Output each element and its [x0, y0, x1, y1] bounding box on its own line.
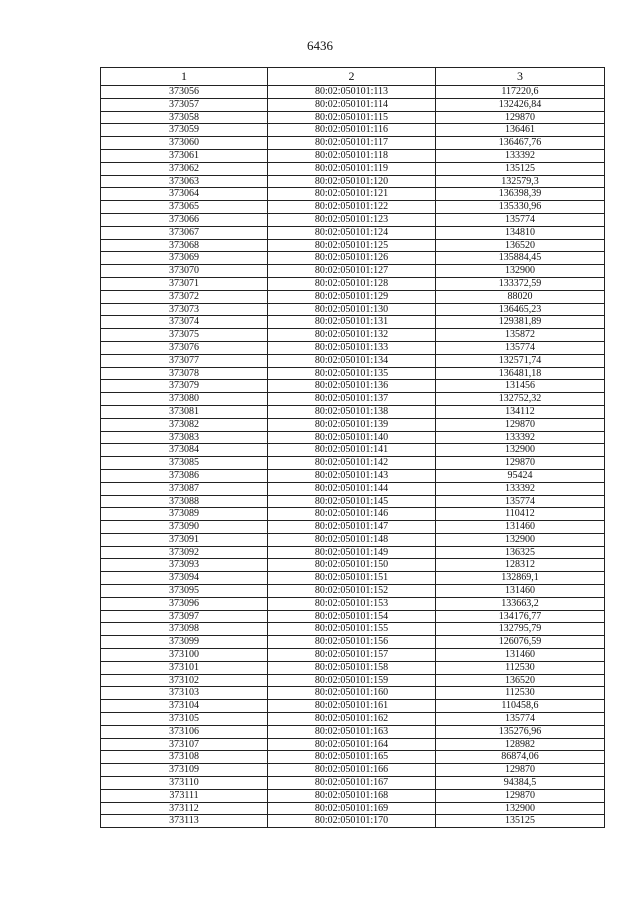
- value-cell: 128982: [436, 738, 605, 751]
- value-cell: 95424: [436, 469, 605, 482]
- record-number-cell: 373102: [101, 674, 268, 687]
- cadastral-number-cell: 80:02:050101:114: [268, 98, 436, 111]
- table-row: [101, 687, 605, 700]
- table-row: [101, 188, 605, 201]
- record-number-cell: 373075: [101, 329, 268, 342]
- cadastral-number-cell: 80:02:050101:147: [268, 521, 436, 534]
- page-number: 6436: [307, 38, 333, 53]
- cadastral-number-cell: 80:02:050101:131: [268, 316, 436, 329]
- record-number-cell: 373094: [101, 572, 268, 585]
- cadastral-number-cell: 80:02:050101:118: [268, 149, 436, 162]
- table-row: [101, 572, 605, 585]
- record-number-cell: 373059: [101, 124, 268, 137]
- header-row: [101, 68, 605, 86]
- value-cell: 133372,59: [436, 277, 605, 290]
- table-row: [101, 149, 605, 162]
- record-number-cell: 373078: [101, 367, 268, 380]
- cadastral-number-cell: 80:02:050101:166: [268, 764, 436, 777]
- value-cell: 126076,59: [436, 636, 605, 649]
- value-cell: 136467,76: [436, 137, 605, 150]
- value-cell: 132900: [436, 265, 605, 278]
- cadastral-number-cell: 80:02:050101:152: [268, 585, 436, 598]
- value-cell: 135330,96: [436, 201, 605, 214]
- table-body: [101, 86, 605, 828]
- value-cell: 86874,06: [436, 751, 605, 764]
- record-number-cell: 373100: [101, 649, 268, 662]
- value-cell: 129870: [436, 111, 605, 124]
- record-number-cell: 373093: [101, 559, 268, 572]
- record-number-cell: 373085: [101, 457, 268, 470]
- cadastral-number-cell: 80:02:050101:150: [268, 559, 436, 572]
- cadastral-number-cell: 80:02:050101:144: [268, 482, 436, 495]
- cadastral-number-cell: 80:02:050101:161: [268, 700, 436, 713]
- record-number-cell: 373092: [101, 546, 268, 559]
- column-header-3: 3: [436, 68, 605, 86]
- value-cell: 131456: [436, 380, 605, 393]
- cadastral-number-cell: 80:02:050101:138: [268, 405, 436, 418]
- table-row: [101, 316, 605, 329]
- record-number-cell: 373070: [101, 265, 268, 278]
- table-row: [101, 636, 605, 649]
- record-number-cell: 373104: [101, 700, 268, 713]
- table-row: [101, 226, 605, 239]
- table-row: [101, 585, 605, 598]
- record-number-cell: 373061: [101, 149, 268, 162]
- record-number-cell: 373103: [101, 687, 268, 700]
- record-number-cell: 373107: [101, 738, 268, 751]
- table-row: [101, 137, 605, 150]
- table-row: [101, 124, 605, 137]
- cadastral-number-cell: 80:02:050101:128: [268, 277, 436, 290]
- table-row: [101, 789, 605, 802]
- value-cell: 88020: [436, 290, 605, 303]
- table-row: [101, 469, 605, 482]
- record-number-cell: 373084: [101, 444, 268, 457]
- value-cell: 134810: [436, 226, 605, 239]
- table-row: [101, 111, 605, 124]
- value-cell: 135774: [436, 213, 605, 226]
- cadastral-number-cell: 80:02:050101:158: [268, 661, 436, 674]
- table-row: [101, 508, 605, 521]
- record-number-cell: 373113: [101, 815, 268, 828]
- cadastral-number-cell: 80:02:050101:151: [268, 572, 436, 585]
- table-row: [101, 418, 605, 431]
- table-row: [101, 444, 605, 457]
- cadastral-number-cell: 80:02:050101:117: [268, 137, 436, 150]
- table-row: [101, 354, 605, 367]
- value-cell: 129381,89: [436, 316, 605, 329]
- table-row: [101, 661, 605, 674]
- value-cell: 133392: [436, 482, 605, 495]
- value-cell: 136520: [436, 674, 605, 687]
- table-row: [101, 162, 605, 175]
- table-row: [101, 649, 605, 662]
- record-number-cell: 373079: [101, 380, 268, 393]
- value-cell: 136398,39: [436, 188, 605, 201]
- value-cell: 132869,1: [436, 572, 605, 585]
- value-cell: 135872: [436, 329, 605, 342]
- cadastral-number-cell: 80:02:050101:122: [268, 201, 436, 214]
- cadastral-number-cell: 80:02:050101:160: [268, 687, 436, 700]
- cadastral-number-cell: 80:02:050101:167: [268, 777, 436, 790]
- cadastral-number-cell: 80:02:050101:125: [268, 239, 436, 252]
- record-number-cell: 373109: [101, 764, 268, 777]
- table-row: [101, 405, 605, 418]
- record-number-cell: 373067: [101, 226, 268, 239]
- cadastral-number-cell: 80:02:050101:126: [268, 252, 436, 265]
- value-cell: 132900: [436, 533, 605, 546]
- table-row: [101, 239, 605, 252]
- record-number-cell: 373074: [101, 316, 268, 329]
- record-number-cell: 373096: [101, 597, 268, 610]
- record-number-cell: 373073: [101, 303, 268, 316]
- table-row: [101, 303, 605, 316]
- value-cell: 135774: [436, 495, 605, 508]
- table-row: [101, 546, 605, 559]
- record-number-cell: 373099: [101, 636, 268, 649]
- table-row: [101, 86, 605, 99]
- column-header-2: 2: [268, 68, 436, 86]
- value-cell: 135125: [436, 162, 605, 175]
- table-row: [101, 393, 605, 406]
- record-number-cell: 373087: [101, 482, 268, 495]
- table-row: [101, 252, 605, 265]
- cadastral-number-cell: 80:02:050101:134: [268, 354, 436, 367]
- table-row: [101, 265, 605, 278]
- table-row: [101, 751, 605, 764]
- table-row: [101, 98, 605, 111]
- table-row: [101, 329, 605, 342]
- value-cell: 110412: [436, 508, 605, 521]
- cadastral-number-cell: 80:02:050101:119: [268, 162, 436, 175]
- cadastral-number-cell: 80:02:050101:124: [268, 226, 436, 239]
- value-cell: 136465,23: [436, 303, 605, 316]
- value-cell: 132571,74: [436, 354, 605, 367]
- record-number-cell: 373076: [101, 341, 268, 354]
- record-number-cell: 373090: [101, 521, 268, 534]
- table-row: [101, 623, 605, 636]
- cadastral-number-cell: 80:02:050101:156: [268, 636, 436, 649]
- cadastral-number-cell: 80:02:050101:127: [268, 265, 436, 278]
- cadastral-number-cell: 80:02:050101:120: [268, 175, 436, 188]
- value-cell: 132795,79: [436, 623, 605, 636]
- table-row: [101, 457, 605, 470]
- value-cell: 129870: [436, 457, 605, 470]
- table-row: [101, 802, 605, 815]
- value-cell: 135276,96: [436, 725, 605, 738]
- record-number-cell: 373091: [101, 533, 268, 546]
- record-number-cell: 373065: [101, 201, 268, 214]
- cadastral-number-cell: 80:02:050101:116: [268, 124, 436, 137]
- table-row: [101, 201, 605, 214]
- table-row: [101, 482, 605, 495]
- cadastral-number-cell: 80:02:050101:165: [268, 751, 436, 764]
- cadastral-number-cell: 80:02:050101:137: [268, 393, 436, 406]
- record-number-cell: 373063: [101, 175, 268, 188]
- record-number-cell: 373108: [101, 751, 268, 764]
- value-cell: 112530: [436, 661, 605, 674]
- value-cell: 131460: [436, 585, 605, 598]
- record-number-cell: 373098: [101, 623, 268, 636]
- value-cell: 133663,2: [436, 597, 605, 610]
- cadastral-number-cell: 80:02:050101:154: [268, 610, 436, 623]
- table-row: [101, 610, 605, 623]
- value-cell: 134176,77: [436, 610, 605, 623]
- value-cell: 135125: [436, 815, 605, 828]
- record-number-cell: 373097: [101, 610, 268, 623]
- table-row: [101, 533, 605, 546]
- table-row: [101, 495, 605, 508]
- cadastral-number-cell: 80:02:050101:146: [268, 508, 436, 521]
- value-cell: 110458,6: [436, 700, 605, 713]
- table-row: [101, 713, 605, 726]
- value-cell: 136461: [436, 124, 605, 137]
- table-row: [101, 431, 605, 444]
- record-number-cell: 373071: [101, 277, 268, 290]
- value-cell: 135774: [436, 341, 605, 354]
- record-number-cell: 373086: [101, 469, 268, 482]
- value-cell: 136481,18: [436, 367, 605, 380]
- record-number-cell: 373110: [101, 777, 268, 790]
- table-row: [101, 815, 605, 828]
- table-row: [101, 290, 605, 303]
- value-cell: 129870: [436, 789, 605, 802]
- value-cell: 136325: [436, 546, 605, 559]
- cadastral-number-cell: 80:02:050101:162: [268, 713, 436, 726]
- table-row: [101, 700, 605, 713]
- cadastral-number-cell: 80:02:050101:139: [268, 418, 436, 431]
- cadastral-number-cell: 80:02:050101:141: [268, 444, 436, 457]
- record-number-cell: 373072: [101, 290, 268, 303]
- cadastral-number-cell: 80:02:050101:130: [268, 303, 436, 316]
- cadastral-number-cell: 80:02:050101:148: [268, 533, 436, 546]
- record-number-cell: 373069: [101, 252, 268, 265]
- record-number-cell: 373080: [101, 393, 268, 406]
- value-cell: 131460: [436, 521, 605, 534]
- table-row: [101, 380, 605, 393]
- cadastral-number-cell: 80:02:050101:123: [268, 213, 436, 226]
- table-row: [101, 367, 605, 380]
- record-number-cell: 373112: [101, 802, 268, 815]
- value-cell: 129870: [436, 764, 605, 777]
- cadastral-number-cell: 80:02:050101:164: [268, 738, 436, 751]
- table-row: [101, 764, 605, 777]
- cadastral-number-cell: 80:02:050101:136: [268, 380, 436, 393]
- cadastral-number-cell: 80:02:050101:145: [268, 495, 436, 508]
- table-row: [101, 521, 605, 534]
- value-cell: 132752,32: [436, 393, 605, 406]
- table-row: [101, 277, 605, 290]
- value-cell: 132900: [436, 802, 605, 815]
- table-row: [101, 341, 605, 354]
- record-number-cell: 373095: [101, 585, 268, 598]
- table-row: [101, 674, 605, 687]
- record-number-cell: 373088: [101, 495, 268, 508]
- table-row: [101, 738, 605, 751]
- record-number-cell: 373111: [101, 789, 268, 802]
- cadastral-number-cell: 80:02:050101:140: [268, 431, 436, 444]
- cadastral-number-cell: 80:02:050101:142: [268, 457, 436, 470]
- record-number-cell: 373060: [101, 137, 268, 150]
- record-number-cell: 373106: [101, 725, 268, 738]
- cadastral-number-cell: 80:02:050101:121: [268, 188, 436, 201]
- cadastral-number-cell: 80:02:050101:129: [268, 290, 436, 303]
- cadastral-number-cell: 80:02:050101:149: [268, 546, 436, 559]
- record-number-cell: 373089: [101, 508, 268, 521]
- cadastral-number-cell: 80:02:050101:169: [268, 802, 436, 815]
- table-row: [101, 725, 605, 738]
- cadastral-number-cell: 80:02:050101:163: [268, 725, 436, 738]
- cadastral-number-cell: 80:02:050101:135: [268, 367, 436, 380]
- record-number-cell: 373066: [101, 213, 268, 226]
- record-number-cell: 373077: [101, 354, 268, 367]
- value-cell: 131460: [436, 649, 605, 662]
- record-number-cell: 373081: [101, 405, 268, 418]
- record-number-cell: 373062: [101, 162, 268, 175]
- value-cell: 117220,6: [436, 86, 605, 99]
- table-row: [101, 213, 605, 226]
- value-cell: 132900: [436, 444, 605, 457]
- value-cell: 129870: [436, 418, 605, 431]
- cadastral-number-cell: 80:02:050101:132: [268, 329, 436, 342]
- record-number-cell: 373082: [101, 418, 268, 431]
- table-row: [101, 597, 605, 610]
- cadastral-number-cell: 80:02:050101:155: [268, 623, 436, 636]
- cadastral-number-cell: 80:02:050101:159: [268, 674, 436, 687]
- record-number-cell: 373083: [101, 431, 268, 444]
- value-cell: 112530: [436, 687, 605, 700]
- value-cell: 133392: [436, 149, 605, 162]
- value-cell: 136520: [436, 239, 605, 252]
- value-cell: 134112: [436, 405, 605, 418]
- value-cell: 135884,45: [436, 252, 605, 265]
- value-cell: 132579,3: [436, 175, 605, 188]
- record-number-cell: 373105: [101, 713, 268, 726]
- cadastral-number-cell: 80:02:050101:133: [268, 341, 436, 354]
- record-number-cell: 373058: [101, 111, 268, 124]
- table-row: [101, 777, 605, 790]
- record-number-cell: 373057: [101, 98, 268, 111]
- record-number-cell: 373064: [101, 188, 268, 201]
- column-header-1: 1: [101, 68, 268, 86]
- record-number-cell: 373056: [101, 86, 268, 99]
- table-row: [101, 175, 605, 188]
- value-cell: 128312: [436, 559, 605, 572]
- cadastral-number-cell: 80:02:050101:113: [268, 86, 436, 99]
- value-cell: 132426,84: [436, 98, 605, 111]
- value-cell: 94384,5: [436, 777, 605, 790]
- table-row: [101, 559, 605, 572]
- cadastral-number-cell: 80:02:050101:153: [268, 597, 436, 610]
- value-cell: 133392: [436, 431, 605, 444]
- record-number-cell: 373101: [101, 661, 268, 674]
- cadastral-number-cell: 80:02:050101:115: [268, 111, 436, 124]
- registry-table: [100, 67, 605, 828]
- record-number-cell: 373068: [101, 239, 268, 252]
- value-cell: 135774: [436, 713, 605, 726]
- cadastral-number-cell: 80:02:050101:170: [268, 815, 436, 828]
- cadastral-number-cell: 80:02:050101:157: [268, 649, 436, 662]
- cadastral-number-cell: 80:02:050101:143: [268, 469, 436, 482]
- cadastral-number-cell: 80:02:050101:168: [268, 789, 436, 802]
